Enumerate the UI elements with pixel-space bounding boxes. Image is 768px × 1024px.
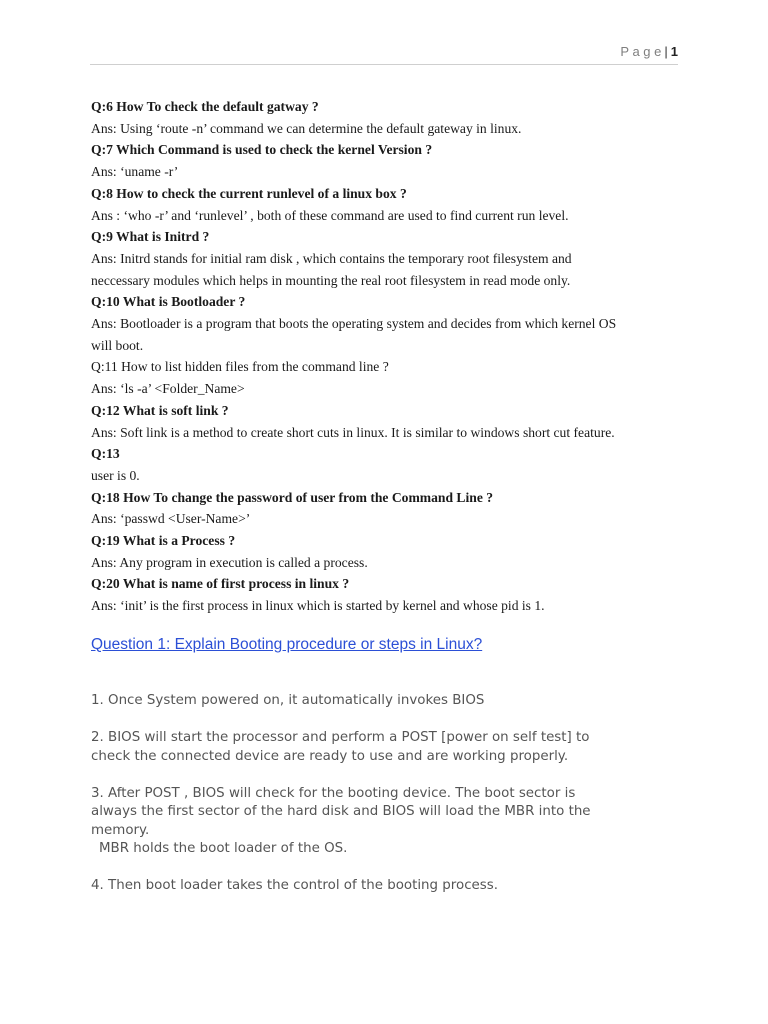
question-heading: Q:8 How to check the current runlevel of a linux box ? [91, 185, 407, 201]
boot-step-line: 4. Then boot loader takes the control of the booting process. [91, 878, 499, 893]
answer-text: Ans: ‘ls -a’ <Folder_Name> [91, 381, 245, 397]
boot-step [91, 877, 681, 896]
question-heading: Q:11 How to list hidden files from the command line ? [91, 359, 389, 375]
answer-text: Ans: Using ‘route -n’ command we can determine the default gateway in linux. [91, 120, 522, 136]
boot-step-line: MBR holds the boot loader of the OS. [99, 841, 348, 856]
answer-text: Ans: Soft link is a method to create short cuts in linux. It is similar to windows short cut feature. [91, 424, 615, 440]
question-heading: Q:6 How To check the default gatway ? [91, 99, 319, 114]
answer-text: user is 0. [91, 467, 140, 483]
answer-text: Ans : ‘who -r’ and ‘runlevel’ , both of these command are used to find current run level. [91, 207, 569, 223]
boot-step-line: 1. Once System powered on, it automatically invokes BIOS [91, 693, 485, 708]
qa-list [91, 96, 681, 617]
question-heading: Q:10 What is Bootloader ? [91, 294, 246, 310]
boot-step-line: memory. [91, 822, 150, 838]
answer-text: Ans: ‘uname -r’ [91, 164, 179, 180]
answer-text: Ans: ‘passwd <User-Name>’ [91, 511, 251, 527]
boot-step-line: 3. After POST , BIOS will check for the booting device. The boot sector is [91, 785, 576, 801]
boot-step-line: 2. BIOS will start the processor and perform a POST [power on self test] to [91, 730, 590, 745]
section-title[interactable]: Question 1: Explain Booting procedure or steps in Linux? [91, 636, 483, 653]
boot-step-line: check the connected device are ready to use and are working properly. [91, 748, 569, 764]
answer-text: will boot. [91, 337, 144, 353]
answer-text: Ans: ‘init’ is the first process in linux which is started by kernel and whose pid is 1. [91, 598, 545, 614]
answer-text: Ans: Initrd stands for initial ram disk , which contains the temporary root filesystem and [91, 250, 572, 266]
question-heading: Q:9 What is Initrd ? [91, 229, 210, 245]
boot-step [91, 785, 681, 859]
answer-text: Ans: Any program in execution is called a process. [91, 554, 368, 570]
page-separator: | [664, 44, 668, 59]
boot-step [91, 729, 681, 766]
question-heading: Q:18 How To change the password of user from the Command Line ? [91, 489, 494, 505]
boot-step [91, 692, 681, 711]
page-header [90, 44, 678, 65]
boot-step-line: always the first sector of the hard disk and BIOS will load the MBR into the [91, 804, 591, 819]
page-label: P a g e [620, 44, 662, 59]
question-heading: Q:13 [91, 446, 120, 462]
answer-text: Ans: Bootloader is a program that boots the operating system and decides from which kernel OS [91, 316, 617, 332]
answer-text: neccessary modules which helps in mounting the real root filesystem in read mode only. [91, 272, 571, 288]
boot-steps [91, 692, 681, 914]
question-heading: Q:19 What is a Process ? [91, 533, 236, 549]
question-heading: Q:12 What is soft link ? [91, 402, 229, 418]
question-heading: Q:7 Which Command is used to check the kernel Version ? [91, 142, 433, 158]
page-number: 1 [670, 44, 678, 59]
question-heading: Q:20 What is name of first process in linux ? [91, 576, 350, 592]
